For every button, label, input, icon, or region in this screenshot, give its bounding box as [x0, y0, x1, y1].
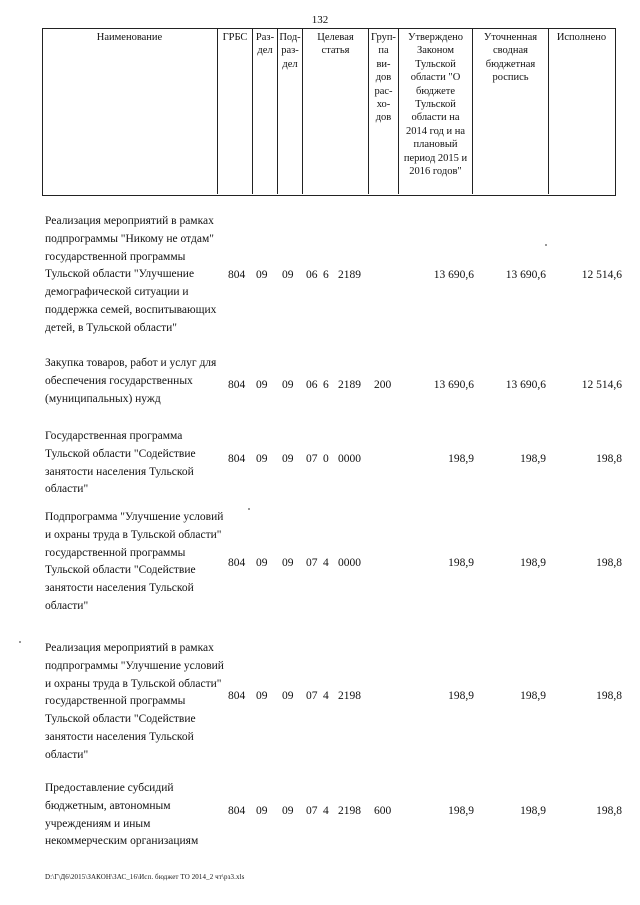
- row-grbs: 804: [228, 557, 246, 569]
- row-podrazdel: 09: [282, 690, 294, 702]
- row-name: Подпрограмма "Улучшение условий и охраны труда в Тульской области" государственной программы Тульской области "Содействие занятости населения Тульской области": [45, 511, 224, 612]
- row-group: 200: [374, 379, 392, 391]
- row-podrazdel: 09: [282, 557, 294, 569]
- row-executed: 198,8: [596, 805, 622, 817]
- scan-speck: [19, 641, 21, 643]
- row-executed: 198,8: [596, 557, 622, 569]
- row-podrazdel: 09: [282, 453, 294, 465]
- row-target-subprogram: 4: [323, 690, 329, 702]
- row-target-program: 07: [306, 557, 318, 569]
- header-group: Груп- па ви- дов рас- хо- дов: [368, 28, 398, 194]
- row-refined: 198,9: [520, 690, 546, 702]
- row-name: Реализация мероприятий в рамках подпрограммы "Улучшение условий и охраны труда в Тульской области" государственной программы Тульской области "Содействие занятости населения Тульской области": [45, 642, 224, 761]
- row-podrazdel: 09: [282, 805, 294, 817]
- row-target-subprogram: 4: [323, 805, 329, 817]
- row-target-subprogram: 0: [323, 453, 329, 465]
- row-target-code: 2189: [338, 269, 361, 281]
- row-target-program: 07: [306, 690, 318, 702]
- row-target-subprogram: 4: [323, 557, 329, 569]
- row-name: Закупка товаров, работ и услуг для обеспечения государственных (муниципальных) нужд: [45, 357, 217, 405]
- row-razdel: 09: [256, 379, 268, 391]
- header-executed: Исполнено: [548, 28, 614, 194]
- row-target-subprogram: 6: [323, 269, 329, 281]
- header-grbs: ГРБС: [217, 28, 252, 194]
- row-target-program: 07: [306, 453, 318, 465]
- row-razdel: 09: [256, 269, 268, 281]
- row-target-code: 2198: [338, 690, 361, 702]
- row-razdel: 09: [256, 805, 268, 817]
- header-refined: Уточненная сводная бюджетная роспись: [472, 28, 548, 194]
- row-razdel: 09: [256, 453, 268, 465]
- row-grbs: 804: [228, 269, 246, 281]
- row-approved: 198,9: [448, 805, 474, 817]
- row-refined: 13 690,6: [505, 269, 546, 281]
- row-grbs: 804: [228, 805, 246, 817]
- header-podrazdel: Под- раз- дел: [277, 28, 302, 194]
- row-refined: 13 690,6: [505, 379, 546, 391]
- row-approved: 13 690,6: [433, 379, 474, 391]
- row-grbs: 804: [228, 690, 246, 702]
- row-approved: 13 690,6: [433, 269, 474, 281]
- row-razdel: 09: [256, 557, 268, 569]
- row-refined: 198,9: [520, 557, 546, 569]
- row-refined: 198,9: [520, 805, 546, 817]
- scan-speck: [545, 244, 547, 246]
- row-target-code: 2189: [338, 379, 361, 391]
- row-target-program: 07: [306, 805, 318, 817]
- row-group: 600: [374, 805, 392, 817]
- row-podrazdel: 09: [282, 379, 294, 391]
- row-name: Предоставление субсидий бюджетным, автономным учреждениям и иным некоммерческим организациям: [45, 782, 199, 848]
- header-razdel: Раз- дел: [252, 28, 277, 194]
- row-grbs: 804: [228, 453, 246, 465]
- row-target-code: 0000: [338, 453, 361, 465]
- row-refined: 198,9: [520, 453, 546, 465]
- header-approved: Утверждено Законом Тульской области "О бюджете Тульской области на 2014 год и на плановый период 2015 и 2016 годов": [398, 28, 472, 194]
- scan-speck: [248, 508, 250, 510]
- row-executed: 198,8: [596, 690, 622, 702]
- row-approved: 198,9: [448, 690, 474, 702]
- file-path-footer: D:\Г\Д6\2015\ЗАКОН\ЗАС_16\Исп. бюджет ТО 2014_2 чт\рз3.xls: [45, 873, 245, 881]
- row-executed: 12 514,6: [581, 379, 622, 391]
- row-name: Государственная программа Тульской области "Содействие занятости населения Тульской области": [45, 430, 196, 496]
- row-target-program: 06: [306, 379, 318, 391]
- row-target-program: 06: [306, 269, 318, 281]
- row-grbs: 804: [228, 379, 246, 391]
- row-razdel: 09: [256, 690, 268, 702]
- row-target-code: 0000: [338, 557, 361, 569]
- row-executed: 12 514,6: [581, 269, 622, 281]
- row-executed: 198,8: [596, 453, 622, 465]
- row-target-subprogram: 6: [323, 379, 329, 391]
- row-podrazdel: 09: [282, 269, 294, 281]
- row-name: Реализация мероприятий в рамках подпрограммы "Никому не отдам" государственной программы Тульской области "Улучшение демографической ситуации и поддержка семей, воспитывающих детей, в Тульской области": [45, 215, 217, 334]
- page-number: 132: [311, 14, 329, 26]
- header-name: Наименование: [96, 32, 163, 43]
- header-target: Целевая статья: [302, 28, 368, 194]
- row-target-code: 2198: [338, 805, 361, 817]
- row-approved: 198,9: [448, 453, 474, 465]
- row-approved: 198,9: [448, 557, 474, 569]
